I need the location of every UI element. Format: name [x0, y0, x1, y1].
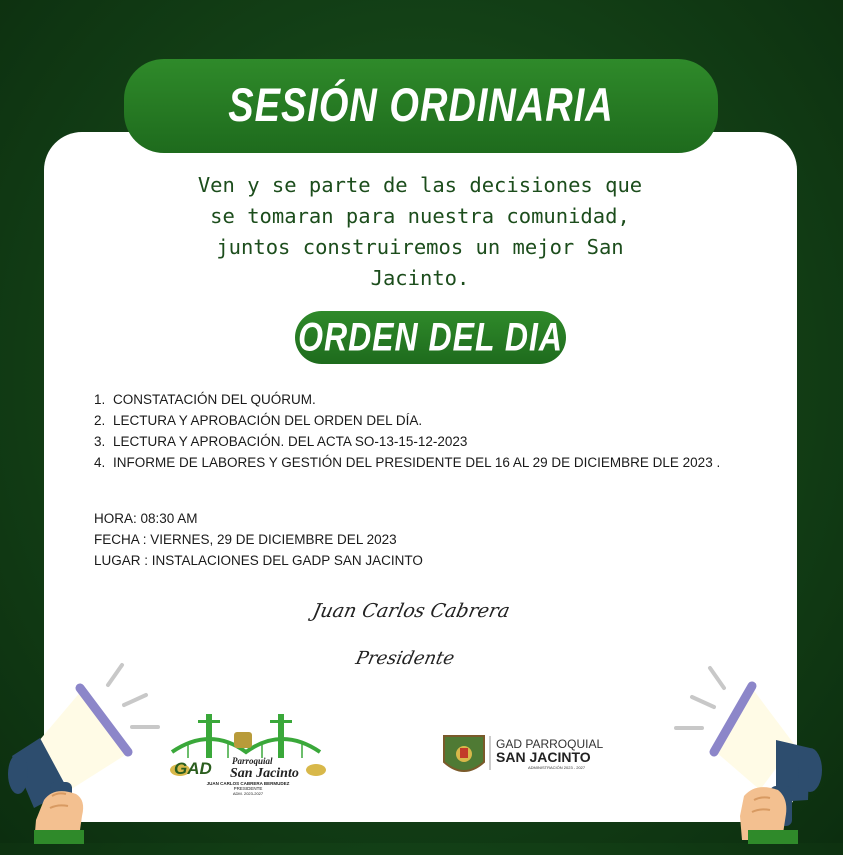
logo-adm-text: ADM. 2023-2027	[232, 791, 264, 796]
logo-person-text: JUAN CARLOS CABRERA BERMUDEZ	[206, 781, 290, 786]
signature-name: Juan Carlos Cabrera	[310, 600, 512, 622]
logo-role-text: PRESIDENTE	[233, 786, 263, 791]
logo-line2-text: SAN JACINTO	[496, 749, 591, 765]
gad-logo	[168, 708, 328, 798]
item-text: CONSTATACIÓN DEL QUÓRUM.	[113, 392, 316, 407]
intro-line: juntos construiremos un mejor San	[216, 235, 624, 259]
gad-parroquial-logo	[440, 732, 630, 782]
item-number: 2.	[94, 413, 106, 428]
item-number: 3.	[94, 434, 106, 449]
intro-paragraph	[150, 170, 690, 294]
item-text: INFORME DE LABORES Y GESTIÓN DEL PRESIDENTE DEL 16 AL 29 DE DICIEMBRE DLE 2023 .	[113, 455, 721, 470]
agenda-list	[94, 389, 744, 473]
list-item	[94, 452, 744, 473]
item-text: LECTURA Y APROBACIÓN DEL ORDEN DEL DÍA.	[113, 413, 423, 428]
item-number: 4.	[94, 455, 106, 470]
intro-line: se tomaran para nuestra comunidad,	[210, 204, 630, 228]
logo-parroquial-text: Parroquial	[232, 756, 273, 766]
intro-line: Ven y se parte de las decisiones que	[197, 173, 643, 197]
logo-line3-text: ADMINISTRACIÓN 2023 - 2027	[528, 765, 586, 770]
intro-line: Jacinto.	[370, 266, 470, 290]
location-text: LUGAR : INSTALACIONES DEL GADP SAN JACINTO	[94, 553, 423, 568]
signature-role: Presidente	[353, 648, 457, 669]
list-item	[94, 431, 744, 452]
list-item	[94, 389, 744, 410]
logo-line1-text: GAD PARROQUIAL	[496, 737, 604, 751]
logo-gad-text: GAD	[174, 759, 212, 778]
time-text: HORA: 08:30 AM	[94, 511, 198, 526]
logo-name-text: San Jacinto	[230, 766, 299, 781]
order-banner	[295, 311, 566, 364]
page-title: SESIÓN ORDINARIA	[228, 79, 614, 132]
title-banner	[124, 59, 718, 153]
date-text: FECHA : VIERNES, 29 DE DICIEMBRE DEL 2023	[94, 532, 397, 547]
item-text: LECTURA Y APROBACIÓN. DEL ACTA SO-13-15-12-2023	[113, 434, 468, 449]
list-item	[94, 410, 744, 431]
megaphone-right-icon	[643, 655, 843, 855]
item-number: 1.	[94, 392, 106, 407]
order-title: ORDEN DEL DIA	[298, 314, 563, 360]
session-details	[94, 508, 694, 571]
